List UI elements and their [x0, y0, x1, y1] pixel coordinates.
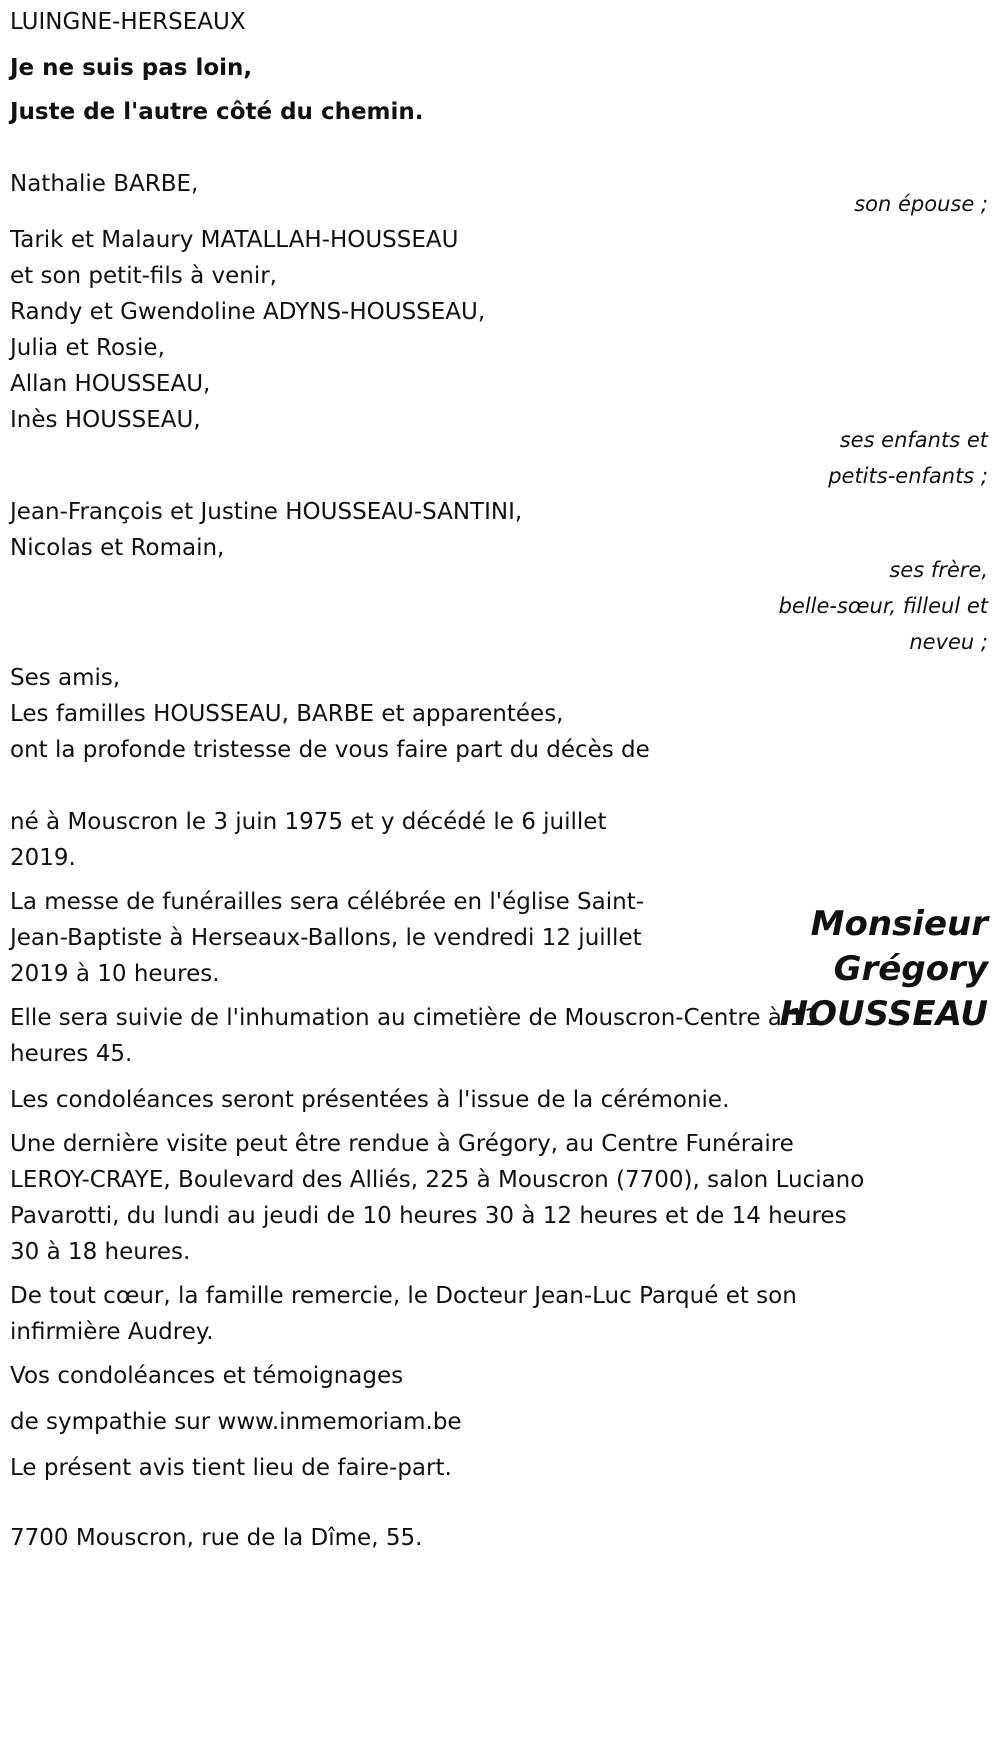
visit-line: Une dernière visite peut être rendue à Grégory, au Centre Funéraire	[10, 1131, 794, 1157]
others-line: Les familles HOUSSEAU, BARBE et apparentées,	[10, 701, 564, 727]
children-role-line: petits-enfants ;	[828, 464, 988, 488]
birth-death-line: 2019.	[10, 845, 76, 871]
visit-line: LEROY-CRAYE, Boulevard des Alliés, 225 à Mouscron (7700), salon Luciano	[10, 1167, 865, 1193]
address-line: 7700 Mouscron, rue de la Dîme, 55.	[10, 1525, 423, 1551]
deceased-title: Monsieur	[810, 904, 988, 944]
deceased-last-name: HOUSSEAU	[779, 994, 988, 1034]
deceased-first-name: Grégory	[833, 949, 988, 989]
condolences-line: Les condoléances seront présentées à l'issue de la cérémonie.	[10, 1087, 730, 1113]
verse-line-2: Juste de l'autre côté du chemin.	[10, 99, 424, 125]
children-line: Allan HOUSSEAU,	[10, 371, 211, 397]
mass-line: Jean-Baptiste à Herseaux-Ballons, le vendredi 12 juillet	[10, 925, 642, 951]
children-line: Julia et Rosie,	[10, 335, 165, 361]
online-condolences-line: de sympathie sur www.inmemoriam.be	[10, 1409, 462, 1435]
burial-line: heures 45.	[10, 1041, 133, 1067]
burial-line: Elle sera suivie de l'inhumation au cimetière de Mouscron-Centre à 11	[10, 1005, 819, 1031]
visit-line: 30 à 18 heures.	[10, 1239, 191, 1265]
siblings-line: Jean-François et Justine HOUSSEAU-SANTINI,	[10, 499, 523, 525]
mass-line: La messe de funérailles sera célébrée en l'église Saint-	[10, 889, 645, 915]
children-line: Randy et Gwendoline ADYNS-HOUSSEAU,	[10, 299, 486, 325]
online-condolences-line: Vos condoléances et témoignages	[10, 1363, 404, 1389]
notice-line: Le présent avis tient lieu de faire-part.	[10, 1455, 452, 1481]
birth-death-line: né à Mouscron le 3 juin 1975 et y décédé le 6 juillet	[10, 809, 607, 835]
siblings-role-line: neveu ;	[909, 630, 988, 654]
children-line: et son petit-fils à venir,	[10, 263, 277, 289]
siblings-line: Nicolas et Romain,	[10, 535, 225, 561]
thanks-line: infirmière Audrey.	[10, 1319, 214, 1345]
children-line: Tarik et Malaury MATALLAH-HOUSSEAU	[10, 227, 459, 253]
location-heading: LUINGNE-HERSEAUX	[10, 9, 246, 35]
siblings-role-line: belle-sœur, filleul et	[778, 594, 988, 618]
thanks-line: De tout cœur, la famille remercie, le Docteur Jean-Luc Parqué et son	[10, 1283, 797, 1309]
verse-line-1: Je ne suis pas loin,	[10, 55, 253, 81]
others-line: Ses amis,	[10, 665, 121, 691]
siblings-role-line: ses frère,	[889, 558, 988, 582]
others-line: ont la profonde tristesse de vous faire part du décès de	[10, 737, 650, 763]
children-role-line: ses enfants et	[839, 428, 988, 452]
spouse-role: son épouse ;	[854, 192, 988, 216]
visit-line: Pavarotti, du lundi au jeudi de 10 heures 30 à 12 heures et de 14 heures	[10, 1203, 847, 1229]
spouse-name: Nathalie BARBE,	[10, 171, 199, 197]
mass-line: 2019 à 10 heures.	[10, 961, 220, 987]
children-line: Inès HOUSSEAU,	[10, 407, 201, 433]
